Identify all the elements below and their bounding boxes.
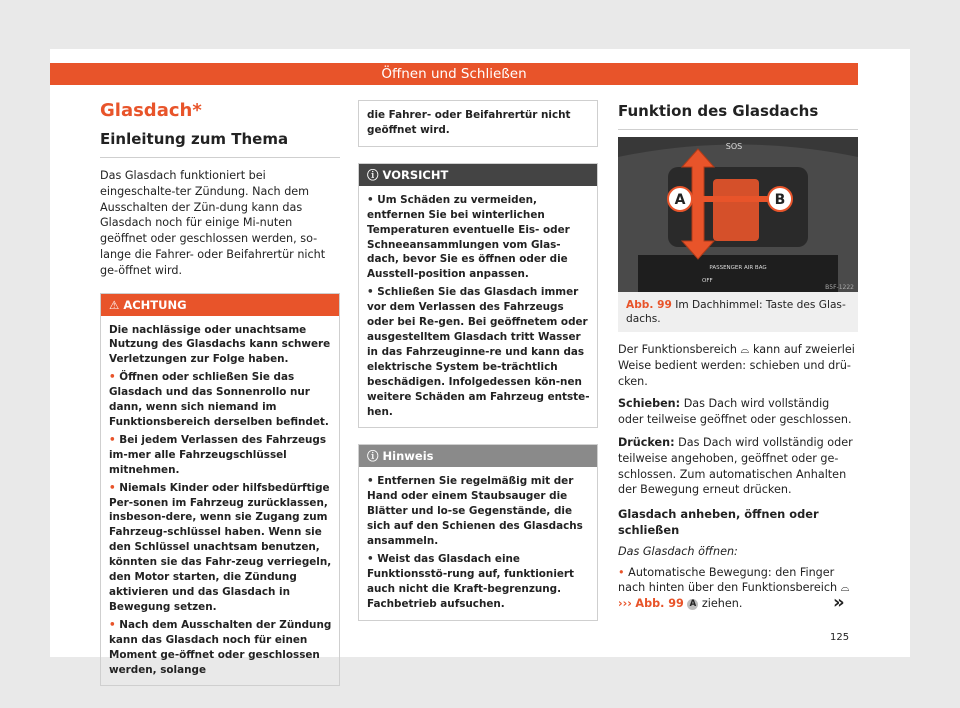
note-item: • Entfernen Sie regelmäßig mit der Hand oder einem Staubsauger die Blätter und lo-se Gegenstände, die sich auf den Schienen des Glasdachs ansammeln. <box>367 475 583 548</box>
figure-code: B5F-1222 <box>825 284 854 291</box>
roof-console-illustration <box>618 137 858 292</box>
column-right <box>618 100 858 612</box>
subheading: Glasdach anheben, öffnen oder schließen <box>618 507 819 537</box>
ref-arrows: ››› <box>618 597 632 611</box>
page-title: Glasdach* <box>100 100 202 121</box>
callout-a-label: A <box>674 192 686 208</box>
column-left <box>100 100 340 686</box>
warning-item: • Nach dem Ausschalten der Zündung kann das Glasdach noch für einen Moment ge-öffnet oder geschlossen werden, solange <box>109 618 332 676</box>
warning-item: • Öffnen oder schließen Sie das Glasdach und das Sonnenrollo nur dann, wenn sich niemand im Funktionsbereich derselben befindet. <box>109 371 329 429</box>
caution-label: VORSICHT <box>382 167 449 182</box>
continue-marker: » <box>833 592 845 613</box>
warning-header <box>101 294 339 316</box>
caution-box <box>358 163 598 429</box>
sunroof-icon: ⌓ <box>740 343 750 356</box>
note-body <box>359 467 597 619</box>
warning-item: • Bei jedem Verlassen des Fahrzeugs im-mer alle Fahrzeugschlüssel mitnehmen. <box>109 433 327 476</box>
bullet-icon: • <box>367 286 374 299</box>
figure-number: Abb. 99 <box>626 299 672 311</box>
caution-item: • Schließen Sie das Glasdach immer vor dem Verlassen des Fahrzeugs oder bei Re-gen. Bei geöffnetem oder ausgestelltem Glasdach tritt Wasser in das Fahrzeuginne-re und kann das elektrische System be-trächtlich beschädigen. Infolgedessen kön-nen weitere Schäden am Fahrzeug entste-hen. <box>367 286 590 418</box>
section-heading: Einleitung zum Thema <box>100 130 289 148</box>
section-heading: Funktion des Glasdachs <box>618 102 819 120</box>
caption-text: Im Dachhimmel: Taste des Glas-dachs. <box>626 299 846 325</box>
warning-lead: Die nachlässige oder unachtsame Nutzung des Glasdachs kann schwere Verletzungen zur Folge haben. <box>109 323 331 366</box>
figure-roof-console <box>618 137 858 292</box>
note-item: • Weist das Glasdach eine Funktionsstö-rung auf, funktioniert auch nicht die Kraft-begrenzung. Fachbetrieb aufsuchen. <box>367 552 575 610</box>
caution-item: • Um Schäden zu vermeiden, entfernen Sie bei winterlichen Temperaturen eventuelle Eis- oder Schneeansammlungen vom Glas-dach, bevor Sie es öffnen oder die Ausstell-position anpassen. <box>367 193 570 281</box>
note-box <box>358 444 598 620</box>
italic-line: Das Glasdach öffnen: <box>618 544 738 558</box>
page-number: 125 <box>830 632 850 643</box>
bullet-icon: • <box>109 618 116 631</box>
sos-label: SOS <box>725 142 743 151</box>
caution-body <box>359 186 597 428</box>
bullet-icon: • <box>367 193 374 206</box>
warning-body <box>101 316 339 686</box>
callout-reference-a: A <box>687 599 698 610</box>
callout-b-label: B <box>774 192 786 208</box>
airbag-label: PASSENGER AIR BAG <box>709 265 767 271</box>
note-header <box>359 445 597 467</box>
page-header: Öffnen und Schließen <box>50 63 858 85</box>
bullet-icon: • <box>109 433 116 446</box>
figure-caption <box>618 292 858 332</box>
note-icon: ⓘ <box>367 449 379 464</box>
bullet-icon: • <box>618 565 625 579</box>
warning-continuation-box <box>358 100 598 147</box>
paragraph: Schieben: Das Dach wird vollständig oder teilweise geöffnet oder geschlossen. <box>618 397 852 427</box>
bullet-icon: • <box>109 481 116 494</box>
bullet-icon: • <box>367 475 374 488</box>
warning-label: ACHTUNG <box>123 297 187 312</box>
paragraph: Der Funktionsbereich ⌓ kann auf zweierlei Weise bedient werden: schieben und drü-cken. <box>618 343 855 388</box>
off-label: OFF <box>702 278 713 284</box>
warning-box <box>100 293 340 687</box>
bullet-paragraph: • Automatische Bewegung: den Finger nach hinten über den Funktionsbereich ⌓ ››› Abb. 99 A ziehen. <box>618 565 850 611</box>
bullet-icon: • <box>367 552 374 565</box>
figure-reference-link[interactable]: Abb. 99 <box>635 597 684 611</box>
note-label: Hinweis <box>382 449 434 464</box>
info-circle-icon: ⓘ <box>367 167 379 182</box>
sunroof-icon: ⌓ <box>840 581 850 595</box>
column-middle <box>358 100 598 621</box>
paragraph: Drücken: Das Dach wird vollständig oder teilweise angehoben, geöffnet oder ge-schlossen. Zum automatischen Anhalten der Bewegung erneut drücken. <box>618 435 853 497</box>
warning-item: • Niemals Kinder oder hilfsbedürftige Per-sonen im Fahrzeug zurücklassen, insbeson-dere, wenn sie Zugang zum Fahrzeug-schlüssel haben. Wenn sie den Schlüssel unachtsam benutzen, könnten sie das Fahr-zeug verriegeln, den Motor starten, die Zündung aktivieren und das Glasdach in Bewegung setzen. <box>109 481 332 613</box>
bullet-icon: • <box>109 371 116 384</box>
warning-continuation: die Fahrer- oder Beifahrertür nicht geöffnet wird. <box>367 109 571 136</box>
intro-paragraph: Das Glasdach funktioniert bei eingeschalte-ter Zündung. Nach dem Ausschalten der Zün-dung kann das Glasdach noch für einige Mi-nuten geöffnet oder geschlossen werden, so-lange die Fahrer- oder Beifahrertür nicht ge-öffnet wird. <box>100 169 326 277</box>
divider <box>618 129 858 130</box>
console-panel <box>638 255 838 292</box>
divider <box>100 157 340 158</box>
warning-icon: ⚠ <box>109 297 120 312</box>
sunroof-switch <box>713 179 759 241</box>
caution-header <box>359 164 597 186</box>
